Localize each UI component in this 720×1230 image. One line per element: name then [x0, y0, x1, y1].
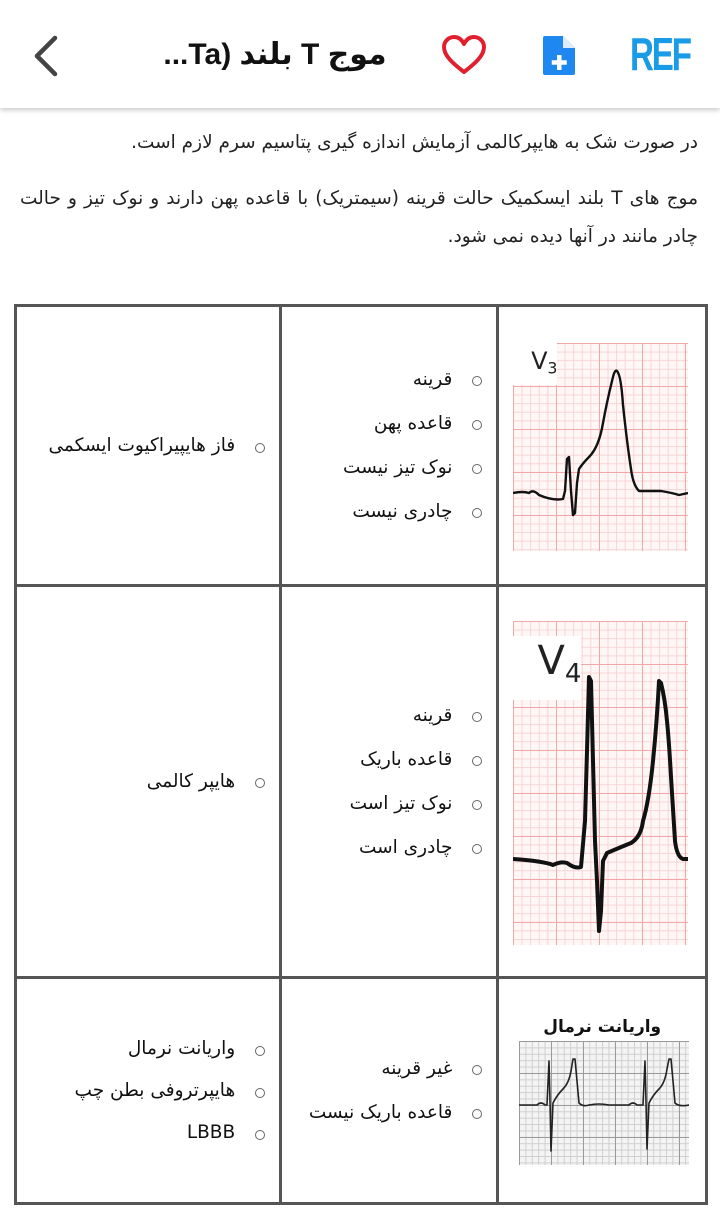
ref-button[interactable]: REF [630, 28, 690, 80]
paragraph-potassium: در صورت شک به هایپرکالمی آزمایش اندازه گیری پتاسیم سرم لازم است. [131, 132, 698, 153]
article-content [0, 108, 720, 256]
list-item: هایپرتروفی بطن چپ [27, 1070, 235, 1112]
features-list [282, 694, 496, 870]
chevron-left-icon [31, 34, 61, 78]
back-button[interactable] [26, 34, 66, 78]
list-item: فاز هایپیراکیوت ایسکمی [27, 425, 235, 467]
list-item: غیر قرینه [290, 1047, 452, 1091]
lead-label: $V_4$ [513, 636, 581, 700]
ecg-trace [519, 1041, 689, 1165]
list-item: قرینه [282, 358, 452, 402]
ecg-v3-image [513, 343, 688, 551]
diagnosis-list [17, 760, 279, 804]
lead-label: $V_3$ [513, 343, 557, 385]
list-item: قاعده پهن [282, 402, 452, 446]
ecg-image-cell [498, 978, 707, 1204]
features-cell [281, 586, 498, 978]
list-item: نوک تیز نیست [282, 446, 452, 490]
list-item: نوک تیز است [282, 782, 452, 826]
table-row [16, 978, 707, 1204]
features-list [282, 1047, 496, 1135]
favorite-button[interactable] [441, 34, 487, 76]
paragraph-ischemic-t: موج های T بلند ایسکمیک حالت قرینه (سیمتریک) با قاعده پهن دارند و نوک تیز و حالت چادر مانند در آنها دیده نمی شود. [20, 188, 698, 247]
comparison-table [14, 304, 708, 1205]
document-plus-icon [540, 32, 580, 78]
diagnosis-cell [16, 586, 281, 978]
diagnosis-list [17, 1028, 279, 1154]
list-item: قاعده باریک [282, 738, 452, 782]
list-item: چادری است [282, 826, 452, 870]
diagnosis-cell [16, 306, 281, 586]
page-title: موج T بلند (Ta... [163, 38, 387, 71]
app-bar [0, 0, 720, 108]
diagnosis-list [17, 425, 279, 467]
features-list [282, 358, 496, 534]
list-item: قاعده باریک نیست [290, 1091, 452, 1135]
list-item: LBBB [27, 1112, 235, 1154]
ecg-normal-variant-image [519, 1041, 689, 1165]
list-item: قرینه [282, 694, 452, 738]
add-note-button[interactable] [540, 32, 580, 78]
features-cell [281, 978, 498, 1204]
table-row [16, 306, 707, 586]
ecg-trace [513, 343, 688, 551]
list-item: چادری نیست [282, 490, 452, 534]
list-item: واریانت نرمال [27, 1028, 235, 1070]
ecg-image-cell [498, 586, 707, 978]
heart-outline-icon [441, 34, 487, 76]
features-cell [281, 306, 498, 586]
ecg-image-title: واریانت نرمال [543, 1017, 662, 1037]
table-row [16, 586, 707, 978]
ecg-v4-image [513, 621, 688, 945]
diagnosis-cell [16, 978, 281, 1204]
ecg-trace [513, 621, 688, 945]
ecg-image-cell [498, 306, 707, 586]
list-item: هایپر کالمی [17, 760, 235, 804]
